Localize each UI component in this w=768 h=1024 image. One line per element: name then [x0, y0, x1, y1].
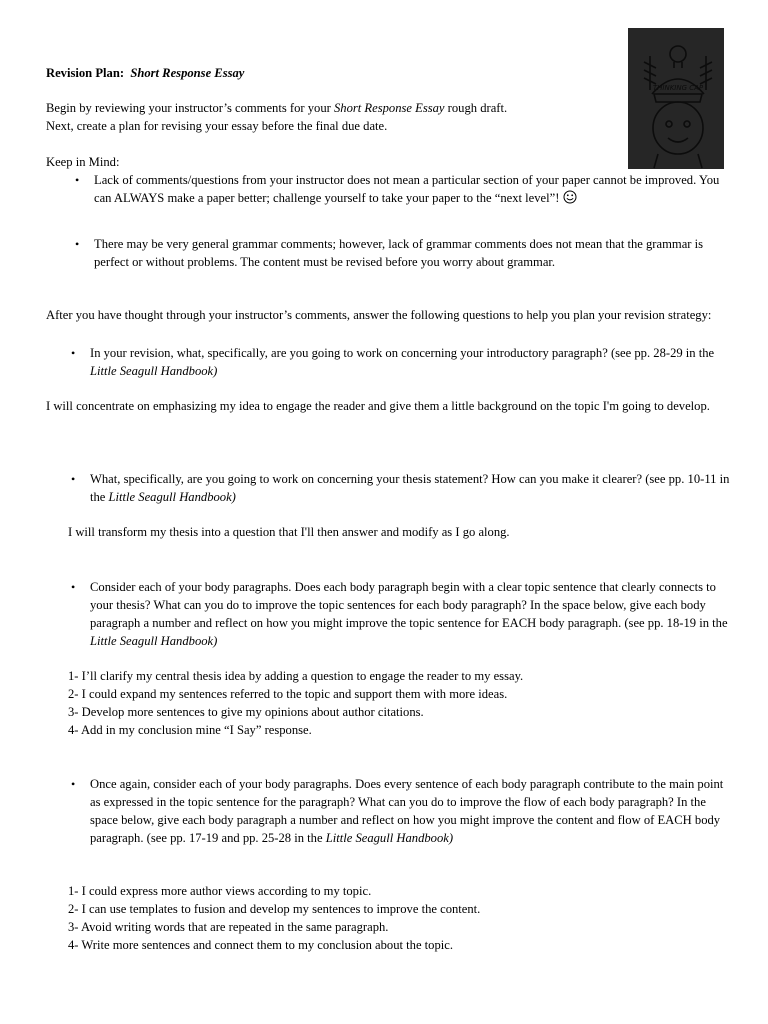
answer-item: 4- Write more sentences and connect them to my conclusion about the topic. — [68, 938, 454, 952]
question-topic-sentences: • Consider each of your body paragraphs. Does each body paragraph begin with a clear topic sentence that clearly connects to your thesis? What can you do to improve the topic sentences for each body paragraph? In the space below, give each body paragraph a number and reflect on how you might improve the topic sentence for EACH body paragraph. (see pp. 18-19 in the Little Seagull Handbook) — [71, 580, 728, 648]
answer-item: 2- I could expand my sentences referred to the topic and support them with more ideas. — [68, 687, 508, 701]
after-paragraph: After you have thought through your instructor’s comments, answer the following questions to help you plan your revision strategy: — [46, 308, 712, 322]
answer-item: 4- Add in my conclusion mine “I Say” response. — [68, 723, 312, 737]
bullet-icon: • — [75, 237, 80, 251]
bullet-icon: • — [71, 472, 76, 486]
logo-text: THINKING CAP — [652, 84, 704, 92]
intro-paragraph — [46, 99, 726, 135]
answer-thesis: I will transform my thesis into a question that I'll then answer and modify as I go along. — [68, 525, 510, 539]
answer-intro-paragraph: I will concentrate on emphasizing my idea to engage the reader and give them a little background on the topic I'm going to develop. — [46, 399, 710, 413]
smiley-icon — [563, 190, 577, 204]
keep-in-mind-heading: Keep in Mind: — [46, 155, 120, 169]
question-thesis: • What, specifically, are you going to work on concerning your thesis statement? How can you make it clearer? (see pp. 10-11 in the Little Seagull Handbook) — [71, 472, 730, 504]
question-intro-paragraph: • In your revision, what, specifically, are you going to work on concerning your introductory paragraph? (see pp. 28-29 in the Little Seagull Handbook) — [71, 346, 715, 378]
keep-bullet-1: • Lack of comments/questions from your instructor does not mean a particular section of your paper cannot be improved. You can ALWAYS make a paper better; challenge yourself to take your paper to the “next level”! — [75, 173, 720, 205]
page-title: Revision Plan: Short Response Essay — [46, 66, 245, 80]
answer-item: 2- I can use templates to fusion and develop my sentences to improve the content. — [68, 902, 481, 916]
keep-bullet-2: • There may be very general grammar comments; however, lack of grammar comments does not mean that the grammar is perfect or without problems. The content must be revised before you worry about grammar. — [75, 237, 704, 269]
answer-item: 3- Avoid writing words that are repeated in the same paragraph. — [68, 920, 389, 934]
bullet-icon: • — [71, 346, 76, 360]
intro-line-1: Begin by reviewing your instructor’s comments for your Short Response Essay rough draft. — [46, 101, 508, 115]
question-flow: • Once again, consider each of your body paragraphs. Does every sentence of each body paragraph contribute to the main point as expressed in the topic sentence for the paragraph? What can you do to improve the flow of each body paragraph? In the space below, give each body paragraph a number and reflect on how you might improve the content and flow of EACH body paragraph. (see pp. 17-19 and pp. 25-28 in the Little Seagull Handbook) — [71, 777, 724, 845]
intro-line-2: Next, create a plan for revising your essay before the final due date. — [46, 119, 388, 133]
answers-flow — [68, 882, 758, 954]
answer-item: 1- I’ll clarify my central thesis idea by adding a question to engage the reader to my essay. — [68, 669, 524, 683]
bullet-icon: • — [75, 173, 80, 187]
bullet-icon: • — [71, 580, 76, 594]
answer-item: 3- Develop more sentences to give my opinions about author citations. — [68, 705, 424, 719]
answers-topic-sentences — [68, 667, 758, 739]
bullet-icon: • — [71, 777, 76, 791]
answer-item: 1- I could express more author views according to my topic. — [68, 884, 372, 898]
